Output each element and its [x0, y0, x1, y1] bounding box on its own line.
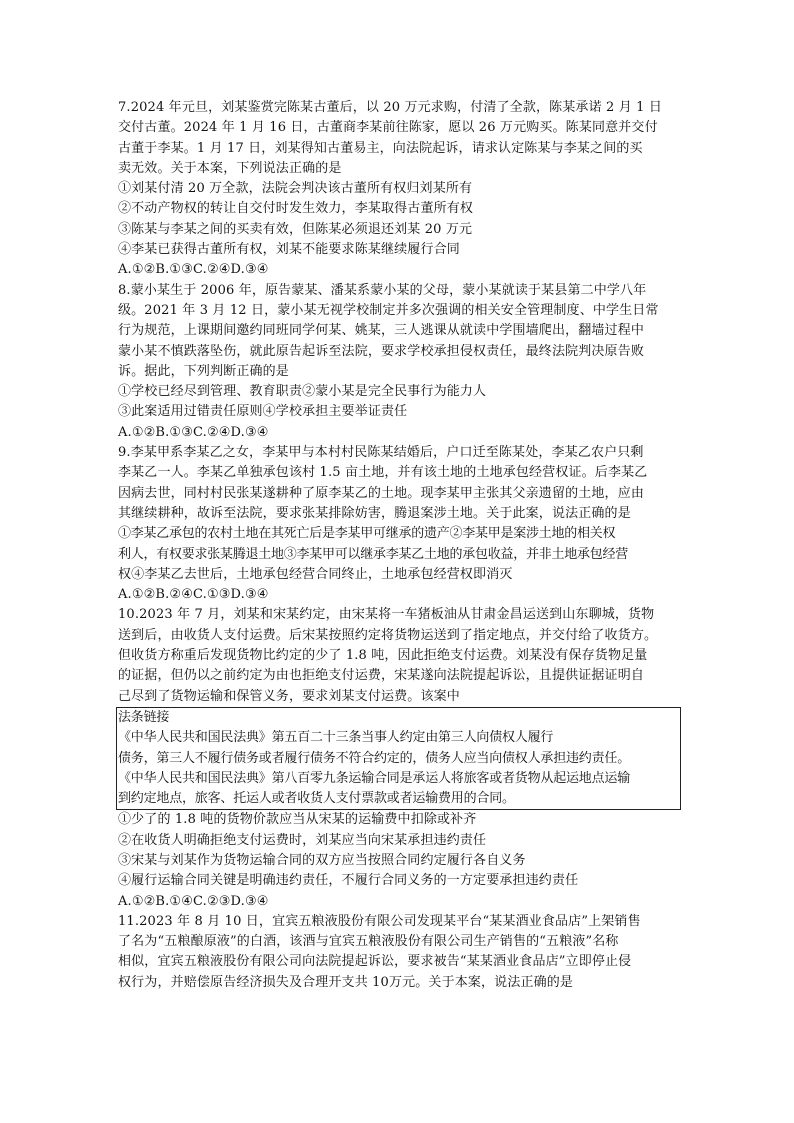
- law-reference-box: [116, 707, 681, 810]
- question-text-line: 卖无效。关于本案，下列说法正确的是: [118, 160, 342, 176]
- answer-choices: A.①②B.①③C.②④D.③④: [118, 424, 269, 440]
- question-8: [118, 281, 679, 443]
- question-text-line: 权④李某乙去世后，土地承包经营合同终止，土地承包经营权即消灭: [118, 566, 513, 582]
- answer-choices: A.①②B.①③C.②④D.③④: [118, 262, 269, 278]
- question-text-line: 己尽到了货物运输和保管义务，要求刘某支付运费。该案中: [118, 688, 460, 704]
- option-statement: ③陈某与李某之间的买卖有效，但陈某必须退还刘某 20 万元: [118, 221, 473, 237]
- question-text-line: 蒙小某不慎跌落坠伤，就此原告起诉至法院，要求学校承担侵权责任，最终法院判决原告败: [118, 343, 645, 359]
- question-text-line: 因病去世，同村村民张某遂耕种了原李某乙的土地。现李某甲主张其父亲遗留的土地，应由: [118, 485, 645, 501]
- question-text-line: 交付古董。2024 年 1 月 16 日，古董商李某前往陈家，愿以 26 万元购买。陈某同意并交付: [118, 120, 658, 136]
- option-statement: ②不动产物权的转让自交付时发生效力，李某取得古董所有权: [118, 201, 474, 217]
- law-box-title: 法条链接: [118, 709, 170, 725]
- law-box-line: 《中华人民共和国民法典》第八百零九条运输合同是承运人将旅客或者货物从起运地点运输: [118, 770, 631, 786]
- question-text-line: 9.李某甲系李某乙之女，李某甲与本村村民陈某结婚后，户口迁至陈某处，李某乙农户只剩: [118, 445, 644, 461]
- question-text-line: ①李某乙承包的农村土地在其死亡后是李某甲可继承的遗产②李某甲是案涉土地的相关权: [118, 526, 616, 542]
- question-text-line: 诉。据此，下列判断正确的是: [118, 363, 289, 379]
- law-box-line: 债务，第三人不履行债务或者履行债务不符合约定的，债务人应当向债权人承担违约责任。: [118, 750, 631, 766]
- option-statement: ④履行运输合同关键是明确违约责任，不履行合同义务的一方定要承担违约责任: [118, 873, 579, 889]
- question-text-line: 的证据，但仍以之前约定为由也拒绝支付运费，宋某遂向法院提起诉讼，且提供证据证明自: [118, 668, 645, 684]
- question-text-line: 10.2023 年 7 月，刘某和宋某约定，由宋某将一车猪板油从甘肃金昌运送到山东聊城，货物: [118, 607, 655, 623]
- question-text-line: 利人，有权要求张某腾退土地③李某甲可以继承李某乙土地的承包收益，并非土地承包经营: [118, 546, 629, 562]
- question-10: [118, 605, 679, 911]
- answer-choices: A.①②B.①④C.②③D.③④: [118, 893, 269, 909]
- question-11: [118, 912, 679, 993]
- question-text-line: 相似，宜宾五粮液股份有限公司向法院提起诉讼，要求被告“某某酒业食品店”立即停止侵: [118, 954, 632, 970]
- question-text-line: 7.2024 年元旦，刘某鉴赏完陈某古董后，以 20 万元求购，付清了全款，陈某承诺 2 月 1 日: [118, 100, 662, 115]
- option-statement: ③此案适用过错责任原则④学校承担主要举证责任: [118, 404, 408, 420]
- question-text-line: 但收货方称重后发现货物比约定的少了 1.8 吨，因此拒绝支付运费。刘某没有保存货物足量: [118, 648, 648, 664]
- answer-choices: A.①②B.②④C.①③D.③④: [118, 587, 269, 603]
- question-text-line: 了名为“五粮酿原液”的白酒，该酒与宜宾五粮液股份有限公司生产销售的“五粮液”名称: [118, 934, 619, 950]
- option-statement: ①少了的 1.8 吨的货物价款应当从宋某的运输费中扣除或补齐: [118, 812, 477, 828]
- question-text-line: 行为规范，上课期间邀约同班同学何某、姚某，三人逃课从就读中学围墙爬出，翻墙过程中: [118, 323, 645, 339]
- question-9: [118, 443, 679, 605]
- question-7: [118, 98, 679, 281]
- law-box-line: 《中华人民共和国民法典》第五百二十三条当事人约定由第三人向债权人履行: [118, 730, 554, 746]
- option-statement: ④李某已获得古董所有权，刘某不能要求陈某继续履行合同: [118, 242, 460, 258]
- question-text-line: 其继续耕种，故诉至法院，要求张某排除妨害，腾退案涉土地。关于此案，说法正确的是: [118, 505, 631, 521]
- option-statement: ①刘某付清 20 万全款，法院会判决该古董所有权归刘某所有: [118, 181, 473, 197]
- question-text-line: 级。2021 年 3 月 12 日，蒙小某无视学校制定并多次强调的相关安全管理制度、中学生日常: [118, 302, 659, 318]
- question-text-line: 权行为，并赔偿原告经济损失及合理开支共 10万元。关于本案，说法正确的是: [118, 974, 574, 990]
- option-statement: ③宋某与刘某作为货物运输合同的双方应当按照合同约定履行各自义务: [118, 852, 526, 868]
- option-statement: ②在收货人明确拒绝支付运费时，刘某应当向宋某承担违约责任: [118, 832, 487, 848]
- law-box-line: 到约定地点，旅客、托运人或者收货人支付票款或者运输费用的合同。: [118, 791, 515, 807]
- question-text-line: 8.蒙小某生于 2006 年，原告蒙某、潘某系蒙小某的父母，蒙小某就读于某县第二中学八年: [118, 282, 647, 298]
- question-text-line: 古董于李某。1 月 17 日，刘某得知古董易主，向法院起诉，请求认定陈某与李某之间的买: [118, 140, 643, 156]
- question-text-line: 李某乙一人。李某乙单独承包该村 1.5 亩土地，并有该土地的土地承包经营权证。后李某乙: [118, 465, 648, 481]
- option-statement: ①学校已经尽到管理、教育职责②蒙小某是完全民事行为能力人: [118, 384, 487, 400]
- question-text-line: 送到后，由收货人支付运费。后宋某按照约定将货物运送到了指定地点，并交付给了收货方。: [118, 627, 658, 643]
- question-text-line: 11.2023 年 8 月 10 日，宜宾五粮液股份有限公司发现某平台“某某酒业食品店”上架销售: [118, 913, 641, 929]
